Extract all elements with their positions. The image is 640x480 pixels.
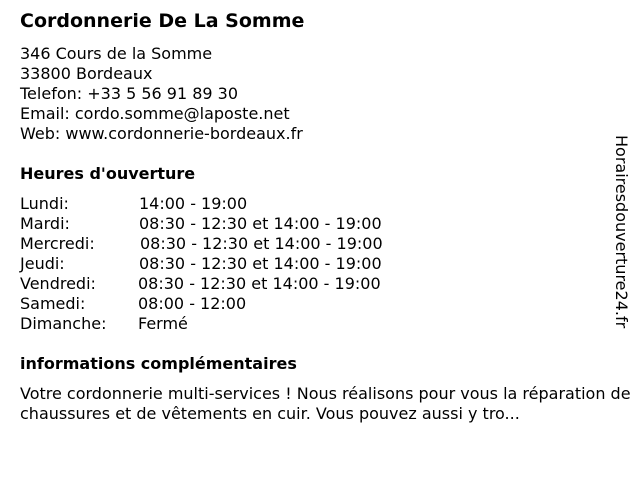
day-hours: 14:00 - 19:00 [139, 194, 248, 213]
info-heading: informations complémentaires [20, 354, 297, 373]
site-watermark: Horairesdouverture24.fr [612, 135, 631, 329]
day-hours: 08:30 - 12:30 et 14:00 - 19:00 [139, 254, 382, 273]
web-line: Web: www.cordonnerie-bordeaux.fr [20, 124, 303, 143]
address-line1: 346 Cours de la Somme [20, 44, 213, 63]
day-hours: Fermé [138, 314, 188, 333]
day-label: Mercredi: [20, 234, 95, 253]
day-label: Samedi: [20, 294, 86, 313]
business-name: Cordonnerie De La Somme [20, 10, 305, 32]
day-label: Mardi: [20, 214, 70, 233]
hours-heading: Heures d'ouverture [20, 164, 196, 183]
phone-line: Telefon: +33 5 56 91 89 30 [20, 84, 239, 103]
day-label: Lundi: [20, 194, 69, 213]
day-hours: 08:00 - 12:00 [138, 294, 247, 313]
day-label: Dimanche: [20, 314, 107, 333]
day-label: Jeudi: [20, 254, 65, 273]
email-line: Email: cordo.somme@laposte.net [20, 104, 290, 123]
day-hours: 08:30 - 12:30 et 14:00 - 19:00 [140, 234, 383, 253]
business-description: Votre cordonnerie multi-services ! Nous réalisons pour vous la réparation de chaussures et de vêtements en cuir. Vous pouvez aussi y tro... [20, 384, 631, 423]
contact-block [20, 44, 303, 144]
day-hours: 08:30 - 12:30 et 14:00 - 19:00 [139, 214, 382, 233]
day-hours: 08:30 - 12:30 et 14:00 - 19:00 [138, 274, 381, 293]
day-label: Vendredi: [20, 274, 96, 293]
address-line2: 33800 Bordeaux [20, 64, 153, 83]
